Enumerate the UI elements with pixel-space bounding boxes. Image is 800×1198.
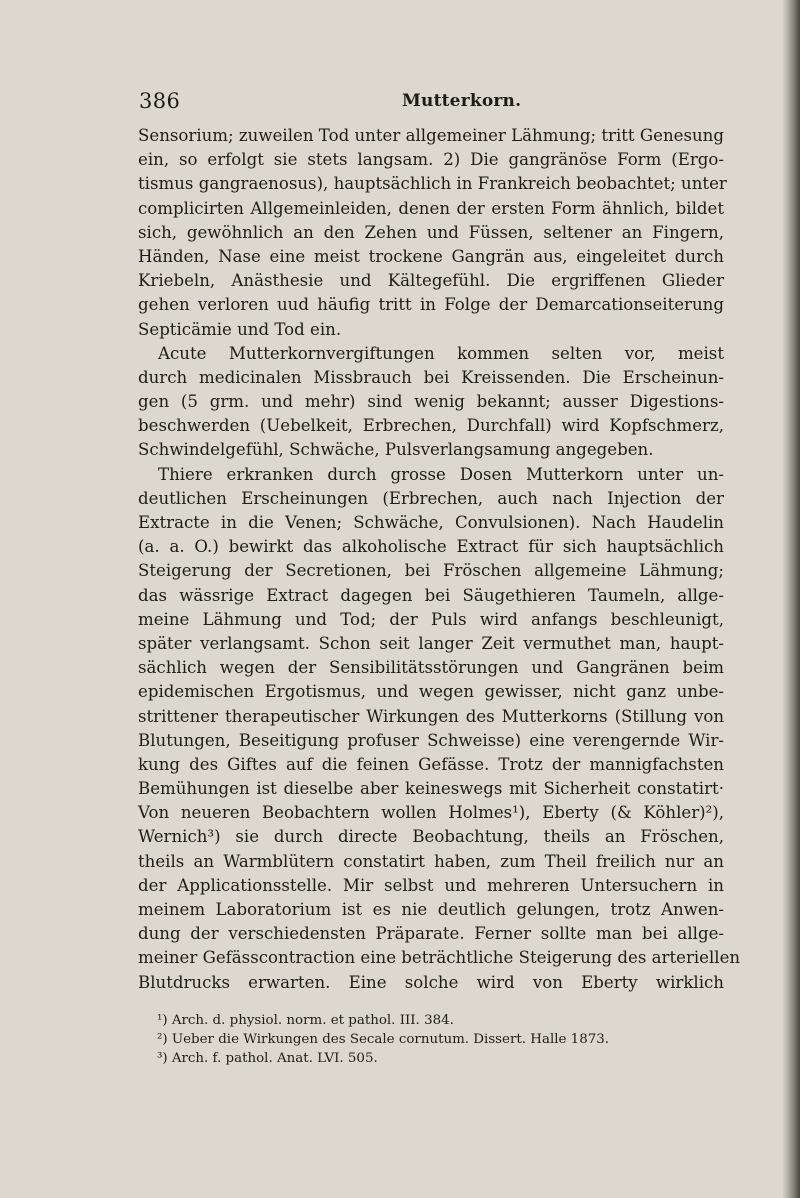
text-line: Bemühungen ist dieselbe aber keineswegs mit Sicherheit constatirt· xyxy=(138,779,724,799)
text-line: gehen verloren uud häufig tritt in Folge der Demarcationseiterung xyxy=(138,295,724,315)
text-line: strittener therapeutischer Wirkungen des Mutterkorns (Stillung von xyxy=(138,706,724,726)
text-line: (a. a. O.) bewirkt das alkoholische Extract für sich hauptsächlich xyxy=(138,537,724,557)
text-line: Thiere erkranken durch grosse Dosen Mutterkorn unter un- xyxy=(158,464,724,484)
text-line: Steigerung der Secretionen, bei Fröschen allgemeine Lähmung; xyxy=(138,561,724,581)
text-line: Blutungen, Beseitigung profuser Schweisse) eine verengernde Wir- xyxy=(138,730,724,750)
text-line: beschwerden (Uebelkeit, Erbrechen, Durchfall) wird Kopfschmerz, xyxy=(138,416,724,436)
text-line: sächlich wegen der Sensibilitätsstörungen und Gangränen beim xyxy=(138,658,724,678)
footnote: ³) Arch. f. pathol. Anat. LVI. 505. xyxy=(157,1051,378,1066)
footnote: ²) Ueber die Wirkungen des Secale cornutum. Dissert. Halle 1873. xyxy=(157,1032,610,1047)
text-line: ein, so erfolgt sie stets langsam. 2) Die gangränöse Form (Ergo- xyxy=(138,150,724,170)
text-line: Händen, Nase eine meist trockene Gangrän aus, eingeleitet durch xyxy=(138,246,724,266)
text-line: epidemischen Ergotismus, und wegen gewisser, nicht ganz unbe- xyxy=(138,682,724,702)
text-line: Extracte in die Venen; Schwäche, Convulsionen). Nach Haudelin xyxy=(138,513,724,532)
text-line: tismus gangraenosus), hauptsächlich in Frankreich beobachtet; unter xyxy=(138,174,727,194)
page-edge-shadow xyxy=(782,0,800,1198)
text-line: Acute Mutterkornvergiftungen kommen selten vor, meist xyxy=(158,343,724,363)
text-line: kung des Giftes auf die feinen Gefässe. Trotz der mannigfachsten xyxy=(138,754,724,774)
text-line: Kriebeln, Anästhesie und Kältegefühl. Die ergriffenen Glieder xyxy=(138,271,724,291)
running-title: Mutterkorn. xyxy=(402,91,522,111)
text-line: gen (5 grm. und mehr) sind wenig bekannt; ausser Digestions- xyxy=(138,392,724,412)
text-line: Septicämie und Tod ein. xyxy=(138,319,342,339)
text-line: meinem Laboratorium ist es nie deutlich gelungen, trotz Anwen- xyxy=(138,900,724,919)
text-line: Blutdrucks erwarten. Eine solche wird von Eberty wirklich xyxy=(138,972,724,992)
text-line: sich, gewöhnlich an den Zehen und Füssen, seltener an Fingern, xyxy=(138,222,724,242)
text-line: Schwindelgefühl, Schwäche, Pulsverlangsamung angegeben. xyxy=(138,440,654,460)
page-header xyxy=(139,86,723,116)
text-line: Von neueren Beobachtern wollen Holmes¹), Eberty (& Köhler)²), xyxy=(138,803,724,823)
text-line: deutlichen Erscheinungen (Erbrechen, auch nach Injection der xyxy=(138,488,724,508)
text-line: theils an Warmblütern constatirt haben, zum Theil freilich nur an xyxy=(138,851,724,871)
text-line: complicirten Allgemeinleiden, denen der ersten Form ähnlich, bildet xyxy=(138,198,724,218)
text-line: Wernich³) sie durch directe Beobachtung, theils an Fröschen, xyxy=(138,827,724,847)
text-line: der Applicationsstelle. Mir selbst und mehreren Untersuchern in xyxy=(138,875,724,895)
text-line: dung der verschiedensten Präparate. Ferner sollte man bei allge- xyxy=(138,924,724,944)
text-line: meine Lähmung und Tod; der Puls wird anfangs beschleunigt, xyxy=(138,609,724,629)
text-line: durch medicinalen Missbrauch bei Kreissenden. Die Erscheinun- xyxy=(138,367,724,387)
text-line: später verlangsamt. Schon seit langer Zeit vermuthet man, haupt- xyxy=(138,633,724,653)
text-line: Sensorium; zuweilen Tod unter allgemeiner Lähmung; tritt Genesung xyxy=(138,126,724,145)
footnotes xyxy=(157,1011,724,1068)
body-text xyxy=(138,124,741,995)
page-number: 386 xyxy=(139,89,181,113)
footnote: ¹) Arch. d. physiol. norm. et pathol. III. 384. xyxy=(157,1013,454,1028)
text-line: meiner Gefässcontraction eine beträchtliche Steigerung des arteriellen xyxy=(138,948,741,968)
text-line: das wässrige Extract dagegen bei Säugethieren Taumeln, allge- xyxy=(138,585,724,605)
